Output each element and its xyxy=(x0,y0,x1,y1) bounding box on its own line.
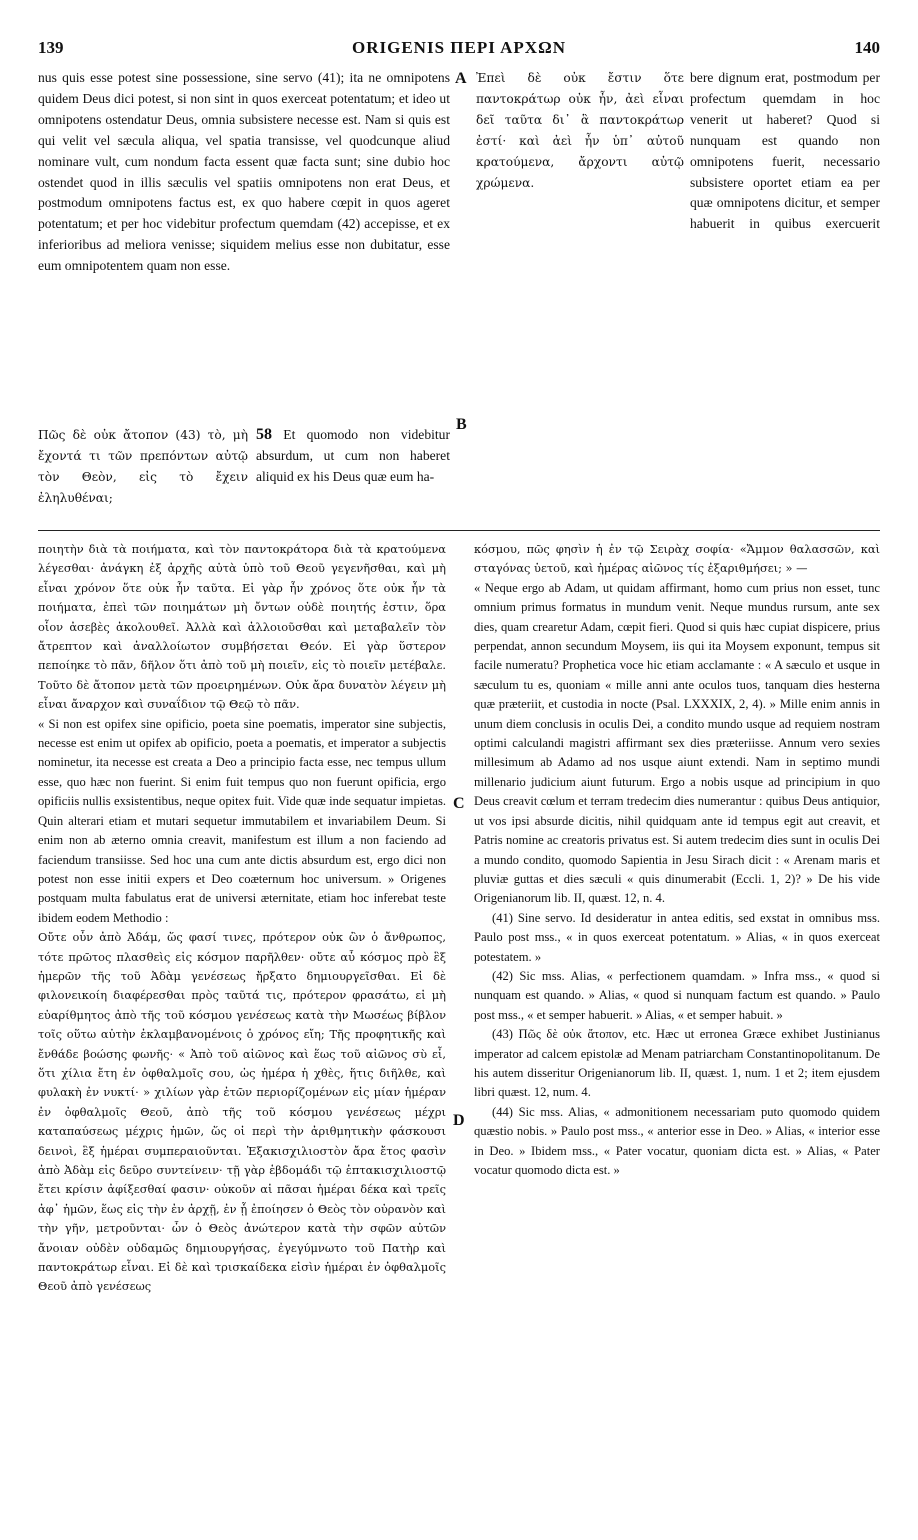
top-right-greek-column xyxy=(476,68,684,193)
page-number-left: 139 xyxy=(38,38,64,57)
section-divider xyxy=(38,530,880,531)
top-left-greek-column xyxy=(38,425,248,509)
latin-paragraph: Et quomodo non videbitur absurdum, ut cum non haberet aliquid ex his Deus quæ eum ha- xyxy=(256,427,450,484)
bottom-left-column xyxy=(38,540,446,1297)
bottom-right-column xyxy=(474,540,880,1180)
greek-paragraph: ποιητὴν διὰ τὰ ποιήματα, καὶ τὸν παντοκράτορα διὰ τὰ κρατούμενα λέγεσθαι· ἀνάγκη ἐξ ἀρχῆς αὐτὰ ὑπὸ τοῦ Θεοῦ γεγενῆσθαι, καὶ μὴ εἶναι χρόνον ὅτε οὐκ ἦν ταῦτα. Εἰ γὰρ ἦν χρόνος ὅτε οὐκ ἦν τὰ ποιήματα, ἐπεὶ τῶν ποιημάτων μὴ ὄντων οὐδὲ ποιητής ἐστιν, ὅρα οἷον ἀσεβὲς ἀκολουθεῖ. Ἀλλὰ καὶ ἀλλοιοῦσθαι καὶ μεταβαλεῖν τὸν ἄτρεπτον καὶ ἀναλλοίωτον συμβήσεται Θεόν. Εἰ γὰρ ὕστερον πεποίηκε τὸ πᾶν, δῆλον ὅτι ἀπὸ τοῦ μὴ ποιεῖν, εἰς τὸ ποιεῖν μετέβαλε. Τοῦτο δὲ ἄτοπον μετὰ τῶν προειρημένων. Οὐκ ἄρα δυνατὸν λέγειν μὴ εἶναι ἄναρχον καὶ συναΐδιον τῷ Θεῷ τὸ πᾶν. xyxy=(38,542,446,712)
running-header xyxy=(38,38,880,60)
greek-paragraph: Πῶς δὲ οὐκ ἄτοπον (43) τὸ, μὴ ἔχοντά τι τῶν πρεπόντων αὐτῷ τὸν Θεὸν, εἰς τὸ ἔχειν ἐληλυθέναι; xyxy=(38,428,248,505)
page-number-right: 140 xyxy=(854,38,880,57)
latin-paragraph: nus quis esse potest sine possessione, sine servo (41); ita ne omnipotens quidem Deus dici potest, si non sint in quos exerceat potentatum; et ideo ut omnipotens ostendatur Deus, omnia subsistere necesse est. Nam si quis est qui velit vel sæcula aliqua, vel spatia transisse, vel quodcunque aliud nominare vult, cum nondum facta essent quæ facta sunt; sine dubio hoc ostendet quod in illis sæculis vel spatiis omnipotens non erat Deus, et postmodum omnipotens factus est, ex quo habere cœpit in quos ageret potentatum; et per hoc videbitur profectum quemdam (42) accepisse, et ex inferioribus ad meliora venisse; siquidem melius esse non dubitatur, esse eum omnipotentem quam non esse. xyxy=(38,70,450,274)
latin-paragraph: « Si non est opifex sine opificio, poeta sine poematis, imperator sine subjectis, necesse est enim ut opifex ab opificio, poeta a poematis, et imperator a subjectis nominetur, ita necesse est creata a Deo a principio facta esse, nec tempus ullum esse, quo hæc non fuerint. Si enim fuit tempus quo non fuerunt opificia, ergo opificiis nullis exsistentibus, neque opitex fuit. Vide quæ inde sequatur impietas. Quin alterari etiam et mutari sequetur immutabilem et invariabilem Deum. Si enim non ab æterno omnia creavit, manifestum est illum a non faciendo ad faciendum transiisse. Sed hoc una cum ante dictis absurdum est, ergo dici non potest non esse initii expers et Deo coæternum hoc universum. » Origenes postquam multa fabulatus erat de universi æternitate, etiam hoc inferebat teste ibidem eodem Methodio : xyxy=(38,716,446,925)
footnote-44: (44) Sic mss. Alias, « admonitionem necessariam puto quomodo quidem quæstio nobis. » Paulo post mss., « anterior esse in Deo. » Alias, « interior esse in Deo. » Ibidem mss., « Pater vocatur, quoniam dicta est. » Alias, « Pater vocatur quomodo dicta est. » xyxy=(474,1104,880,1177)
footnote-43: (43) Πῶς δὲ οὐκ ἄτοπον, etc. Hæc ut erronea Græce exhibet Justinianus imperator ad calcem epistolæ ad Menam patriarcham Constantinopolitanum. De his autem disseritur Origenianorum lib. II, quæst. 1, num. 1 et 2; item ejusdem libri quæst. 12, num. 4. xyxy=(474,1027,880,1100)
greek-paragraph: Οὔτε οὖν ἀπὸ Ἀδάμ, ὥς φασί τινες, πρότερον οὐκ ὢν ὁ ἄνθρωπος, τότε πρῶτος πλασθεὶς εἰς κόσμον παρῆλθεν· οὔτε αὖ κόσμος πρὸ ἓξ ἡμερῶν τῆς τοῦ Ἀδὰμ γενέσεως ἤρξατο δημιουργεῖσθαι. Εἰ δὲ φιλονεικοίη διαφέρεσθαι πρὸς ταῦτά τις, πρότερον φρασάτω, εἰ μὴ εὐαρίθμητος ἀπὸ τῆς τοῦ κόσμου γενέσεως κατὰ τὴν Μωσέως βίβλον τοῖς οὕτω αὐτὴν ἐκλαμβανομένοις ὁ χρόνος εἴη; Τῆς προφητικῆς καὶ ἔνθάδε βοώσης φωνῆς· « Ἀπὸ τοῦ αἰῶνος καὶ ἕως τοῦ αἰῶνος σὺ εἶ, ὅτι χίλια ἔτη ἐν ὀφθαλμοῖς σου, ὡς ἡμέρα ἡ χθὲς, ἥτις διῆλθε, καὶ φυλακὴ ἐν νυκτί· » χιλίων γὰρ ἐτῶν περιορίζομένων εἰς μίαν ἡμέραν ἐν ὀφθαλμοῖς Θεοῦ, ἀπὸ τῆς τοῦ κόσμου γενέσεως μέχρι καταπαύσεως μέχρις ἡμῶν, ὥς οἱ περὶ τὴν ἀριθμητικὴν φάσκουσι δεινοὶ, ἓξ ἡμέραι συμπεραιοῦνται. Ἑξακισχιλιοστὸν ἄρα ἔτος φασὶν ἀπὸ Ἀδὰμ εἰς δεῦρο συντείνειν· τῇ γὰρ ἑβδομάδι τῷ ἑπτακισχιλιοστῷ ἔτει κρίσιν ἀφίξεσθαί φασιν· οὐκοῦν αἱ πᾶσαι ἡμέραι δέκα καὶ τρεῖς ἀφ᾽ ἡμῶν, ἕως εἰς τὴν ἐν ἀρχῇ, ἐν ᾗ ἐποίησεν ὁ Θεὸς τὸν οὐρανὸν καὶ τὴν γῆν, μετροῦνται· ὧν ὁ Θεὸς ἀνώτερον κατὰ τὴν σφῶν αὐτῶν ἄνοιαν οὐδὲν οὐδαμῶς δημιουργήσας, ἐγεγύμνωτο τοῦ Πατὴρ καὶ παντοκράτωρ εἶναι. Εἰ δὲ καὶ τρισκαίδεκα εἰσὶν ἡμέραι ἐν ὀφθαλμοῖς Θεοῦ ἀπὸ γενέσεως xyxy=(38,930,446,1294)
top-left-latin xyxy=(38,68,450,277)
footnote-41: (41) Sine servo. Id desideratur in antea editis, sed exstat in omnibus mss. Paulo post mss., « in quos exerceat potentatum. » Alias, « in quos exerceat potestatem. » xyxy=(474,910,880,964)
margin-letter-c: C xyxy=(453,795,465,812)
latin-paragraph: « Neque ergo ab Adam, ut quidam affirmant, homo cum prius non esset, tunc omnium primus formatus in mundum venit. Neque mundus rursum, ante sex dies, quam crearetur Adam, cœpit fieri. Quod si quis hæc cupiat dispicere, prius perpendat, annon secundum Moysem, iis qui ita Moysem exponunt, tempus sit facile numeratu? Prophetica voce hic etiam acclamante : « A sæculo et usque in sæculum tu es, quoniam « mille anni ante oculos tuos, tanquam dies hesterna quæ præteriit, et custodia in nocte (Psal. LXXXIX, 2, 4). » Mille enim annis in unum diem conclusis in oculis Dei, a condito mundo usque ad requiem nostram optimi calculandi magistri affirmant sex dies præteriisse. Annum vero sexies millesimum ab Adamo ad nos usque aiunt extendi. Nam in septimo mundi millenario judicium aiunt futurum. Ergo a nobis usque ad principium in quo Deus creavit cœlum et terram tredecim dies numerantur : quibus Deus antiquior, ut vos ipsi absurde dicitis, nihil quidquam ante id tempus egit aut creavit, et Patris nomine ac creatoris privatus est. Si autem tredecim dies sunt in oculis Dei a mundo condito, quomodo Sapientia in Jesu Sirach dicit : « Arenam maris et pluviæ guttas et dies sæculi « quis dinumerabit (Eccli. 1, 2)? » De his vide Origenianorum lib. II, quæst. 12, n. 4. xyxy=(474,580,880,906)
footnote-42: (42) Sic mss. Alias, « perfectionem quamdam. » Infra mss., « quod si nunquam est quando. » Alias, « quod si nunquam factum est quando. » Paulo post mss., « et semper habuerit. » Alias, « et semper habuit. » xyxy=(474,968,880,1022)
greek-paragraph: Ἐπεὶ δὲ οὐκ ἔστιν ὅτε παντοκράτωρ οὐκ ἦν, ἀεὶ εἶναι δεῖ ταῦτα δι᾽ ἃ παντοκράτωρ ἐστί· καὶ ἀεὶ ἦν ὑπ᾽ αὐτοῦ κρατούμενα, ἄρχοντι αὐτῷ χρώμενα. xyxy=(476,71,684,190)
margin-letter-b: B xyxy=(456,416,467,433)
column-number-marker: 58 xyxy=(256,426,272,443)
margin-letter-d: D xyxy=(453,1112,465,1129)
top-right-latin-column xyxy=(690,68,880,233)
margin-letter-a: A xyxy=(455,70,467,87)
top-left-latin-column xyxy=(256,425,450,488)
greek-paragraph: κόσμου, πῶς φησὶν ἡ ἐν τῷ Σειρὰχ σοφία· «Ἄμμον θαλασσῶν, καὶ σταγόνας ὑετοῦ, καὶ ἡμέρας αἰῶνος τίς ἐξαριθμήσει; » — xyxy=(474,542,880,576)
running-title: ORIGENIS ΠΕΡΙ ΑΡΧΩΝ xyxy=(352,38,566,57)
latin-paragraph: bere dignum erat, postmodum per profectum quemdam in hoc venerit ut haberet? Quod si nunquam est quando non omnipotens fuerit, necessario subsistere oportet etiam ea per quæ omnipotens dicitur, et semper habuerit in quibus exercuerit xyxy=(690,70,880,232)
